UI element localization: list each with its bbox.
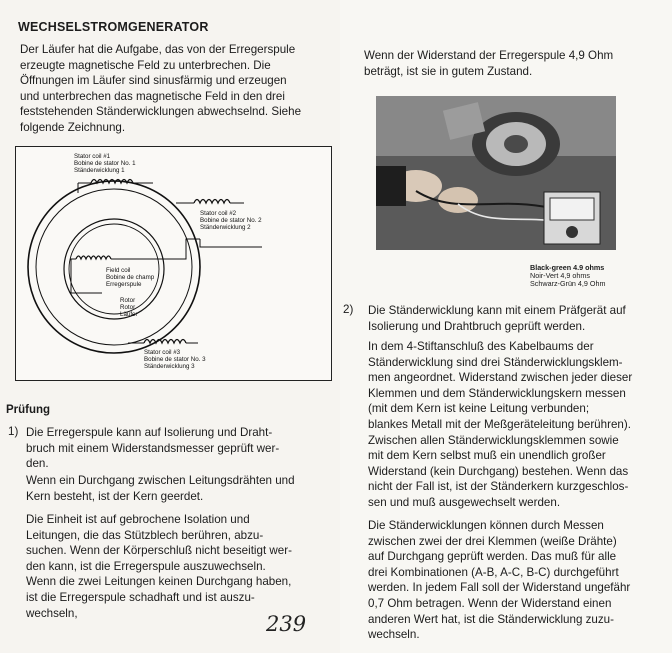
text-line: beträgt, ist sie in gutem Zustand.	[364, 64, 533, 78]
stator-coil-3-label: Stator coil #3	[144, 349, 181, 356]
text-line: Ständerwicklung sind drei Ständerwicklungsklem-	[368, 355, 623, 369]
text-line: anderen Wert hat, ist die Ständerwicklung zuzu-	[368, 612, 614, 626]
caption-line: Noir-Vert 4,9 ohms	[530, 271, 590, 280]
stator-coil-3-label: Bobine de stator No. 3	[144, 356, 206, 363]
item-1-paragraph	[26, 425, 330, 472]
page-title: WECHSELSTROMGENERATOR	[18, 20, 209, 34]
intro-line: Öffnungen im Läufer sind sinusfärmig und erzeugen	[20, 74, 287, 88]
text-line: Wenn ein Durchgang zwischen Leitungsdrähten und	[26, 474, 295, 487]
text-line: den kann, ist die Erregerspule auszuwechseln.	[26, 559, 266, 573]
text-line: (mit dem Kern ist keine Leitung verbunden;	[368, 402, 590, 416]
text-line: wechseln.	[368, 628, 420, 642]
intro-line: feststehenden Ständerwicklungen abwechselnd. Siehe	[20, 105, 302, 119]
intro-line: folgende Zeichnung.	[20, 120, 126, 134]
text-line: suchen. Wenn der Körperschluß nicht beseitigt wer-	[26, 544, 292, 558]
item-1-paragraph-2	[26, 473, 330, 504]
rotor-label: Rotor	[120, 297, 136, 304]
text-line: zwischen zwei der drei Klemmen (weiße Drähte)	[368, 534, 617, 548]
intro-line: Der Läufer hat die Aufgabe, das von der Erregerspule	[20, 43, 296, 56]
text-line: 0,7 Ohm betragen. Wenn der Widerstand einen	[368, 596, 612, 610]
page-number: 239	[266, 612, 307, 636]
text-line: In dem 4-Stiftanschluß des Kabelbaums der	[368, 340, 594, 353]
stator-coil-2-winding	[194, 200, 230, 204]
text-line: wechseln,	[26, 606, 78, 620]
alternator-schematic	[16, 147, 331, 380]
text-line: Kern besteht, ist der Kern geerdet.	[26, 489, 204, 503]
resistance-note	[364, 48, 664, 79]
item-1-paragraph-3	[26, 512, 330, 621]
meter-test-photo	[376, 96, 616, 250]
alternator-diagram	[15, 146, 332, 381]
text-line: den.	[26, 457, 49, 471]
stator-coil-2-label: Stator coil #2	[200, 210, 237, 217]
text-line: drei Kombinationen (A-B, A-C, B-C) durchgeführt	[368, 565, 619, 579]
stator-coil-2-label: Bobine de stator No. 2	[200, 217, 262, 224]
meter-photo-illustration	[376, 96, 616, 250]
stator-coil-2-label: Ständerwicklung 2	[200, 224, 251, 231]
text-line: nicht der Fall ist, ist der Ständerkern kurzgeschlos-	[368, 480, 629, 494]
text-line: Widerstand (kein Durchgang) bestehen. Wenn das	[368, 464, 629, 478]
text-line: Leitungen, die das Stützblech berühren, abzu-	[26, 528, 264, 542]
text-line: Zwischen allen Ständerwicklungsklemmen sowie	[368, 433, 619, 447]
field-coil-label: Erregerspule	[106, 281, 142, 288]
photo-caption	[530, 264, 606, 288]
item-number: 1)	[8, 425, 19, 438]
rotor-label: Läufer	[120, 311, 138, 318]
intro-line: erzeugte magnetische Feld zu unterbrechen. Die	[20, 58, 271, 72]
text-line: auf Durchgang geprüft werden. Das muß für alle	[368, 550, 617, 564]
field-coil-winding	[76, 256, 111, 259]
item-2-paragraph-3	[368, 518, 660, 643]
text-line: ist die Erregerspule schadhaft und ist auszu-	[26, 590, 255, 604]
text-line: men angeordnet. Widerstand zwischen jeder dieser	[368, 371, 633, 385]
text-line: Wenn die zwei Leitungen keinen Durchgang haben,	[26, 575, 292, 589]
item-2-paragraph	[368, 303, 660, 334]
item-number: 2)	[343, 303, 354, 316]
stator-coil-3-winding	[144, 340, 186, 344]
intro-paragraph	[20, 42, 325, 136]
text-line: Die Erregerspule kann auf Isolierung und Draht-	[26, 426, 273, 439]
stator-coil-3-label: Ständerwicklung 3	[144, 363, 195, 370]
text-line: blankes Metall mit der Meßgeräteleitung berühren).	[368, 417, 631, 431]
text-line: sen und muß ausgewechselt werden.	[368, 495, 561, 509]
intro-line: und unterbrechen das magnetische Feld in den drei	[20, 89, 285, 103]
text-line: bruch mit einem Widerstandsmesser geprüft wer-	[26, 441, 280, 455]
caption-line: Schwarz-Grün 4,9 Ohm	[530, 279, 606, 288]
field-coil-label: Bobine de champ	[106, 274, 155, 281]
text-line: Isolierung und Drahtbruch geprüft werden.	[368, 319, 586, 333]
field-coil-label: Field coil	[106, 267, 131, 274]
stator-coil-1-label: Stator coil #1	[74, 153, 111, 160]
stator-coil-1-label: Ständerwicklung 1	[74, 167, 125, 174]
item-2-paragraph-2	[368, 339, 660, 511]
text-line: Die Ständerwicklungen können durch Messen	[368, 519, 604, 532]
text-line: Wenn der Widerstand der Erregerspule 4,9 Ohm	[364, 49, 614, 62]
text-line: werden. In jedem Fall soll der Widerstand ungefähr	[368, 581, 631, 595]
caption-line: Black-green 4.9 ohms	[530, 263, 605, 272]
section-heading: Prüfung	[6, 404, 51, 416]
text-line: mit dem Kern selbst muß ein unendlich großer	[368, 449, 606, 463]
text-line: Die Einheit ist auf gebrochene Isolation und	[26, 513, 250, 526]
text-line: Klemmen und dem Ständerwicklungskern messen	[368, 386, 626, 400]
stator-coil-1-label: Bobine de stator No. 1	[74, 160, 136, 167]
rotor-label: Rotor	[120, 304, 136, 311]
text-line: Die Ständerwicklung kann mit einem Präfgerät auf	[368, 304, 626, 317]
right-hand	[438, 187, 478, 213]
